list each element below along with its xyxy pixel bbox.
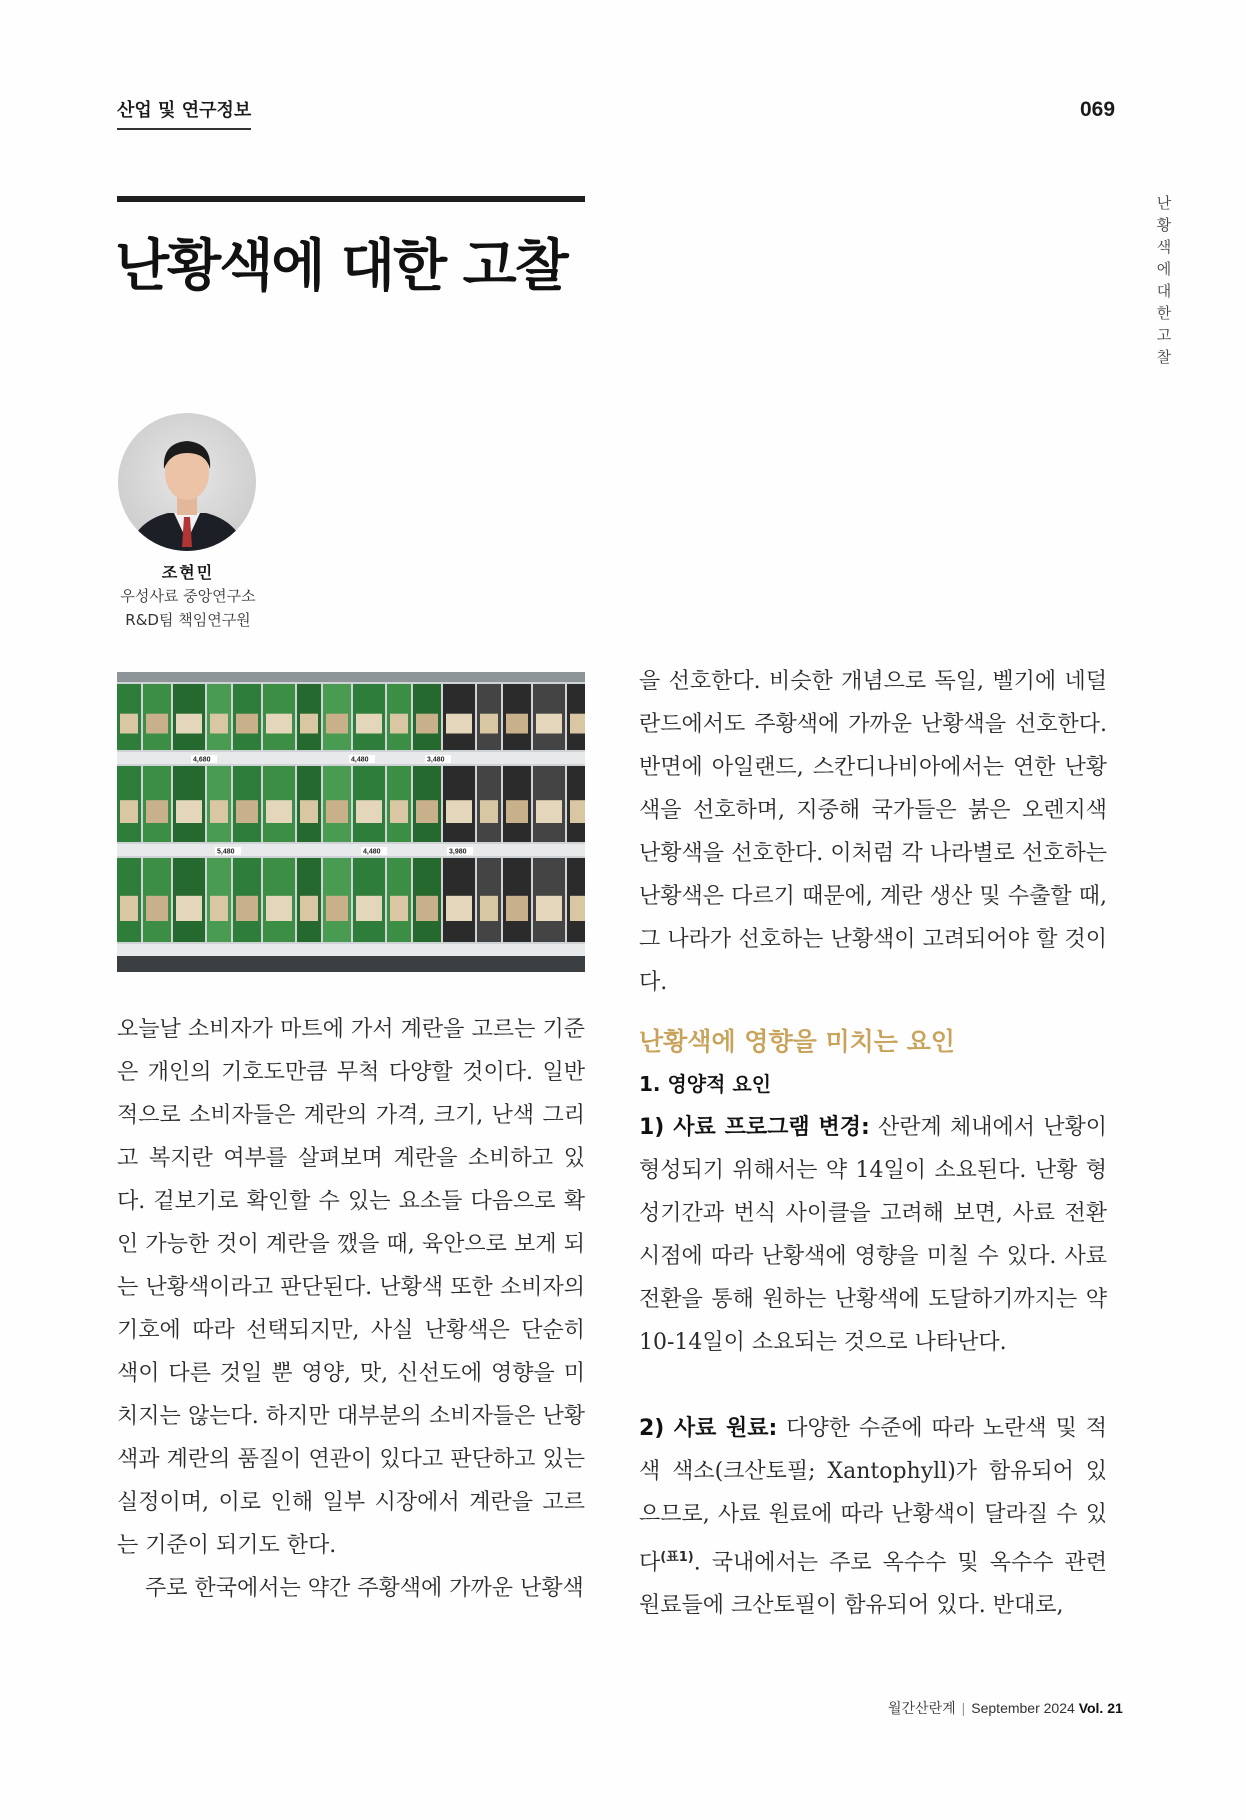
egg-carton <box>297 858 321 942</box>
egg-carton <box>353 684 385 750</box>
egg-carton <box>233 684 261 750</box>
footer-divider: | <box>961 1700 966 1716</box>
egg-carton <box>263 858 295 942</box>
section-heading: 난황색에 영향을 미치는 요인 <box>639 1027 955 1056</box>
price-tag: 4,480 <box>363 848 381 856</box>
body-paragraph: 을 선호한다. 비슷한 개념으로 독일, 벨기에 네덜란드에서도 주황색에 가까운 난황색을 선호한다. 반면에 아일랜드, 스칸디나비아에서는 연한 난황색을 선호하며, 지중해 국가들은 붉은 오렌지색 난황색을 선호한다. 이처럼 각 나라별로 선호하는 난황색은 다르기 때문에, 계란 생산 및 수출할 때, 그 나라가 선호하는 난황색이 고려되어야 할 것이다. <box>639 669 1107 995</box>
egg-carton <box>207 858 231 942</box>
item-lead: 1) 사료 프로그램 변경: <box>639 1115 870 1140</box>
egg-carton <box>567 766 585 842</box>
egg-carton <box>353 766 385 842</box>
page-footer <box>888 1698 1123 1718</box>
price-tag: 4,480 <box>351 756 369 764</box>
egg-carton <box>503 684 531 750</box>
item-lead: 2) 사료 원료: <box>639 1416 778 1441</box>
egg-carton <box>443 766 475 842</box>
egg-carton <box>297 684 321 750</box>
item-paragraph <box>639 1407 1107 1627</box>
egg-carton <box>117 684 141 750</box>
egg-carton <box>207 766 231 842</box>
price-tag: 5,480 <box>217 848 235 856</box>
egg-carton <box>533 766 565 842</box>
egg-carton <box>387 858 411 942</box>
price-tag: 3,980 <box>449 848 467 856</box>
author-organization: 우성사료 중앙연구소 <box>120 587 256 605</box>
egg-carton <box>567 684 585 750</box>
egg-carton <box>173 858 205 942</box>
egg-carton <box>533 858 565 942</box>
issue-date: September 2024 <box>971 1700 1075 1716</box>
egg-carton <box>173 766 205 842</box>
egg-carton <box>263 766 295 842</box>
egg-carton <box>443 858 475 942</box>
item-text: . 국내에서는 주로 옥수수 및 옥수수 관련 원료들에 크산토필이 함유되어 있다. 반대로, <box>639 1550 1107 1619</box>
egg-carton <box>117 858 141 942</box>
item-text: 다양한 수준에 따라 노란색 및 적색 색소(크산토필; Xantophyll)가 함유되어 있으므로, 사료 원료에 따라 난황색이 달라질 수 있다 <box>639 1416 1107 1576</box>
volume-number: Vol. 21 <box>1078 1700 1123 1716</box>
body-column-right <box>639 660 1107 1627</box>
egg-carton <box>297 766 321 842</box>
item-paragraph <box>639 1106 1107 1364</box>
egg-carton <box>173 684 205 750</box>
egg-carton <box>503 766 531 842</box>
price-tag: 4,680 <box>193 756 211 764</box>
egg-carton <box>413 858 441 942</box>
egg-carton <box>323 766 351 842</box>
egg-carton <box>323 858 351 942</box>
egg-carton <box>233 766 261 842</box>
table-reference: (표1) <box>660 1550 694 1565</box>
egg-carton <box>117 766 141 842</box>
item-text: 산란계 체내에서 난황이 형성되기 위해서는 약 14일이 소요된다. 난황 형성기간과 번식 사이클을 고려해 보면, 사료 전환 시점에 따라 난황색에 영향을 미칠 수 있다. 사료 전환을 통해 원하는 난황색에 도달하기까지는 약 10-14일이 소요되는 것으로 나타난다. <box>639 1115 1107 1355</box>
egg-carton <box>533 684 565 750</box>
section-label: 산업 및 연구정보 <box>117 96 251 130</box>
vertical-side-title: 난황색에 대한 고찰 <box>1156 194 1172 366</box>
magazine-name: 월간산란계 <box>888 1700 956 1716</box>
page-number: 069 <box>1080 98 1116 121</box>
egg-carton <box>263 684 295 750</box>
sub-heading: 1. 영양적 요인 <box>639 1072 772 1096</box>
egg-carton <box>477 766 501 842</box>
egg-carton <box>143 858 171 942</box>
egg-carton <box>413 684 441 750</box>
body-column-left <box>117 1008 585 1610</box>
egg-carton <box>353 858 385 942</box>
egg-carton <box>477 858 501 942</box>
title-rule <box>117 196 585 202</box>
egg-carton <box>387 766 411 842</box>
egg-carton <box>503 858 531 942</box>
author-name: 조현민 <box>161 563 215 582</box>
author-role: R&D팀 책임연구원 <box>125 611 251 629</box>
egg-carton <box>477 684 501 750</box>
paragraph-gap <box>639 1364 1107 1407</box>
egg-carton <box>323 684 351 750</box>
egg-carton <box>413 766 441 842</box>
egg-shelf-photo <box>117 672 585 972</box>
egg-carton <box>443 684 475 750</box>
egg-carton <box>567 858 585 942</box>
egg-shelf-illustration <box>117 672 585 972</box>
article-title: 난황색에 대한 고찰 <box>115 234 567 299</box>
egg-carton <box>143 684 171 750</box>
egg-carton <box>143 766 171 842</box>
author-avatar <box>118 413 256 551</box>
body-paragraph: 주로 한국에서는 약간 주황색에 가까운 난황색 <box>145 1576 584 1601</box>
egg-carton <box>387 684 411 750</box>
price-tag: 3,480 <box>427 756 445 764</box>
egg-carton <box>233 858 261 942</box>
body-paragraph: 오늘날 소비자가 마트에 가서 계란을 고르는 기준은 개인의 기호도만큼 무척 다양할 것이다. 일반적으로 소비자들은 계란의 가격, 크기, 난색 그리고 복지란 여부를 살펴보며 계란을 소비하고 있다. 겉보기로 확인할 수 있는 요소들 다음으로 확인 가능한 것이 계란을 깼을 때, 육안으로 보게 되는 난황색이라고 판단된다. 난황색 또한 소비자의 기호에 따라 선택되지만, 사실 난황색은 단순히 색이 다른 것일 뿐 영양, 맛, 신선도에 영향을 미치지는 않는다. 하지만 대부분의 소비자들은 난황색과 계란의 품질이 연관이 있다고 판단하고 있는 실정이며, 이로 인해 일부 시장에서 계란을 고르는 기준이 되기도 한다. <box>117 1017 585 1558</box>
author-portrait <box>118 413 256 551</box>
egg-carton <box>207 684 231 750</box>
